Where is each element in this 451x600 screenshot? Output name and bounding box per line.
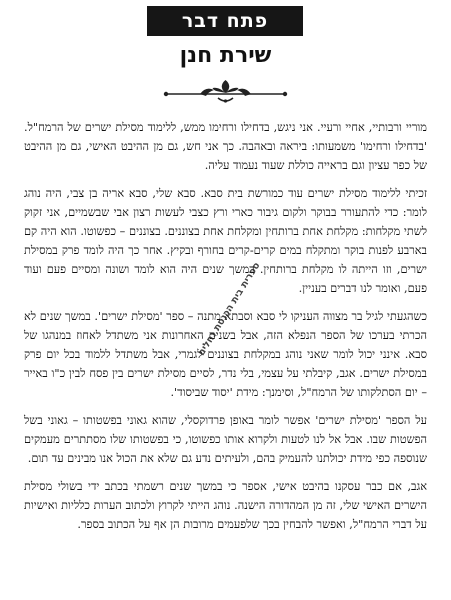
paragraph: מוריי ורבותיי, אחיי ורעיי. אני ניגש, בדחילו ורחימו ממש, ללימוד מסילת ישרים של הרמח"ל. 'בדחילו ורחימו' משמעותו: ביראה ובאהבה. כך אני חש, גם מן ההיבט האישי, גם מן ההיבט של כפר עציון וגם בראייה כוללת שעוד נעמוד עליה. [24, 121, 427, 172]
page-title: פתח דבר [147, 6, 303, 36]
library-stamp: ספרית בית הכנסת נחלים [196, 260, 263, 358]
paragraph: זכיתי ללימוד מסילת ישרים עוד כמורשת בית סבא. סבא שלי, סבא אריה בן צבי, היה נוהג לומר: כדי להתעורר בבוקר ולקום גיבור כארי ורץ כצבי לעשות רצון אבי שבשמיים, אני זקוק לשתי מקלחות: מקלחת אחת ברותחין ומקלחת אחת בצוננים. בצוננים – כפשוטו. הוא היה קם בארבע לפנות בוקר ומתקלח במים קרים-קרים בחורף ובקיץ. אחר כך היה לומד פרק במסילת ישרים, וזו הייתה לו מקלחת ברותחין. במשך שנים היה הוא לומד ושונה ומסיים פעם ועוד פעם, ואומר לנו דברים בעניין. [24, 187, 427, 295]
page-subtitle: שירת חנן [179, 43, 272, 68]
paragraph: על הספר 'מסילת ישרים' אפשר לומר באופן פרדוקסלי, שהוא גאוני בפשטותו – גאוני בשל הפשטות שבו. אבל אל לנו לטעות ולקרוא אותו כפשוטו, כי בפשטותו שלו מסתתרים מעמקים שנוספה כפי מידת יכולתנו להעמיק בהם, ולעיתים נדע גם שלא את הכול אנו מבינים עד תום. [24, 414, 427, 465]
paragraph: כשהגעתי לגיל בר מצווה העניקו לי סבא וסבתא מתנה – ספר 'מסילת ישרים'. במשך שנים לא הכרתי בערכו של הספר הנפלא הזה, אבל בשנים האחרונות אני משתדל לאחוז במנהגו של סבא. אינני יכול לומר שאני נוהג במקלחת בצוננים לגמרי, אבל משתדל ללמוד בכל יום פרק במסילת ישרים. אגב, קיבלתי על עצמי, בלי נדר, לסיים מסילת ישרים בין פסח לבין כ"ו באייר – יום הסתלקותו של הרמח"ל, וסימנך: מידת 'יסוד שביסוד'. [24, 310, 427, 399]
fleur-ornament-icon [160, 76, 291, 106]
paragraph: אגב, אם כבר עסקנו בהיבט אישי, אספר כי במשך שנים רשמתי בכתב ידי בשולי מסילת הישרים האישי שלי, זה מן המהדורה הישנה. נוהג הייתי לקרוץ ולכתוב הערות כלליות ואישיות על דברי הרמח"ל, ואפשר להבחין בכך שלפעמים מרובות הן אף על הכתוב בספר. [24, 480, 427, 531]
document-body [24, 118, 427, 543]
